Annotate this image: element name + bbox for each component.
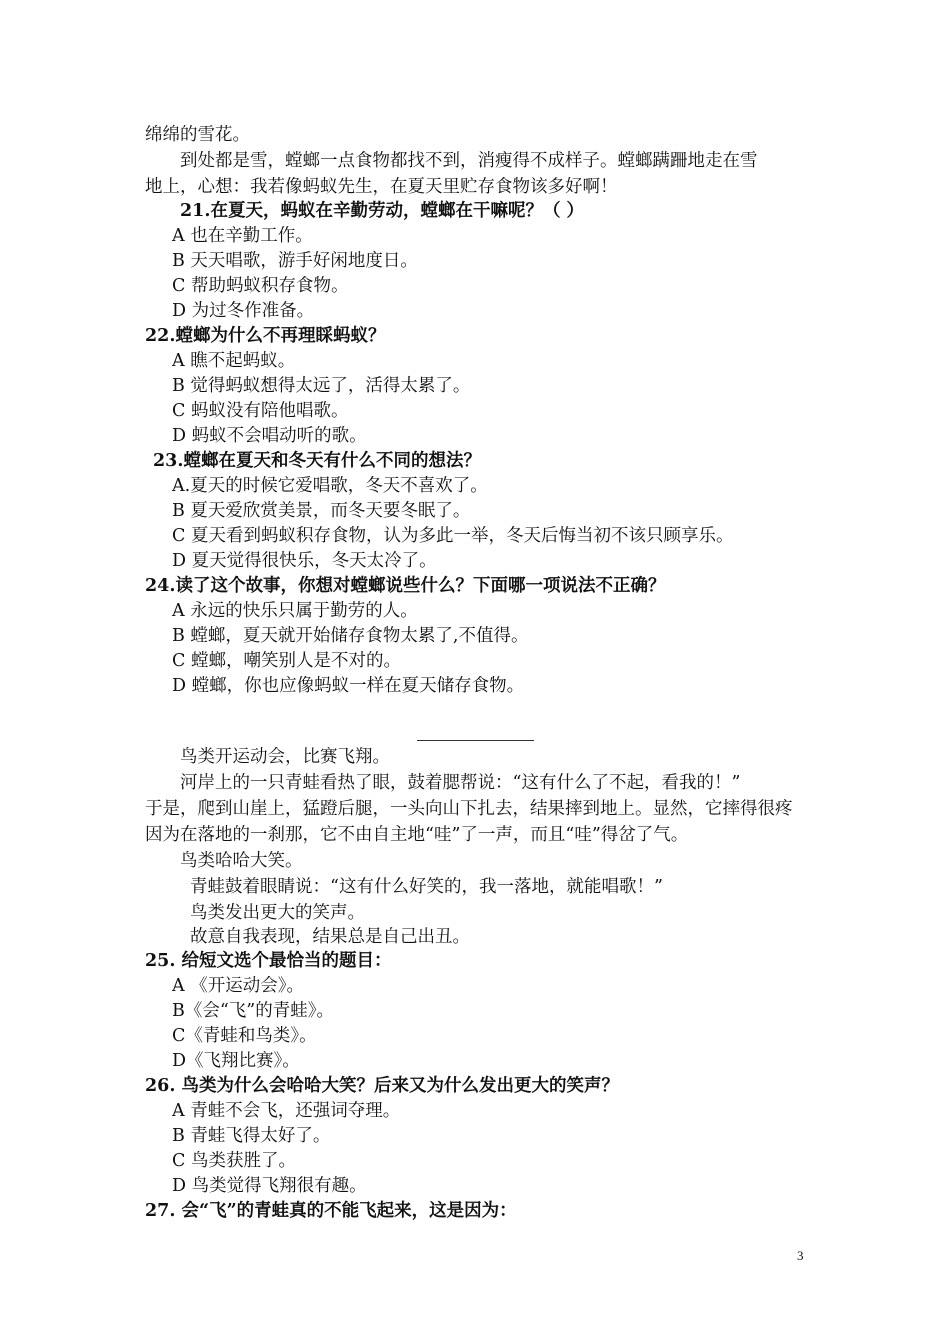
passage-line: 地上，心想：我若像蚂蚁先生，在夏天里贮存食物该多好啊！ bbox=[145, 177, 618, 197]
option-24-c: C 螳螂，嘲笑别人是不对的。 bbox=[172, 651, 401, 671]
page-number: 3 bbox=[797, 1248, 804, 1263]
passage-line: 到处都是雪，螳螂一点食物都找不到，消瘦得不成样子。螳螂蹒跚地走在雪 bbox=[180, 151, 758, 171]
option-22-b: B 觉得蚂蚁想得太远了，活得太累了。 bbox=[172, 376, 471, 396]
option-25-a: A 《开运动会》。 bbox=[172, 976, 304, 996]
option-24-b: B 螳螂，夏天就开始储存食物太累了,不值得。 bbox=[172, 626, 529, 646]
passage-line: 于是，爬到山崖上，猛蹬后腿，一头向山下扎去，结果摔到地上。显然，它摔得很疼 bbox=[145, 799, 793, 819]
passage-line: 青蛙鼓着眼睛说：“这有什么好笑的，我一落地，就能唱歌！” bbox=[190, 877, 663, 897]
option-23-b: B 夏天爱欣赏美景，而冬天要冬眠了。 bbox=[172, 501, 471, 521]
option-23-a: A.夏天的时候它爱唱歌，冬天不喜欢了。 bbox=[172, 476, 488, 496]
question-21: 21.在夏天，蚂蚁在辛勤劳动，螳螂在干嘛呢？（ ） bbox=[180, 201, 585, 221]
passage-line: 绵绵的雪花。 bbox=[145, 125, 250, 145]
question-27: 27. 会“飞”的青蛙真的不能飞起来，这是因为： bbox=[145, 1201, 517, 1221]
passage-line: 故意自我表现，结果总是自己出丑。 bbox=[190, 927, 470, 947]
option-22-a: A 瞧不起蚂蚁。 bbox=[172, 351, 296, 371]
option-26-c: C 鸟类获胜了。 bbox=[172, 1151, 296, 1171]
option-21-c: C 帮助蚂蚁积存食物。 bbox=[172, 276, 349, 296]
question-25: 25. 给短文选个最恰当的题目： bbox=[145, 951, 392, 971]
option-23-d: D 夏天觉得很快乐，冬天太冷了。 bbox=[172, 551, 437, 571]
passage-line: 鸟类发出更大的笑声。 bbox=[190, 903, 365, 923]
option-21-d: D 为过冬作准备。 bbox=[172, 301, 315, 321]
option-23-c: C 夏天看到蚂蚁积存食物，认为多此一举，冬天后悔当初不该只顾享乐。 bbox=[172, 526, 734, 546]
option-21-b: B 天天唱歌，游手好闲地度日。 bbox=[172, 251, 418, 271]
passage-line: 鸟类开运动会，比赛飞翔。 bbox=[180, 747, 390, 767]
option-24-a: A 永远的快乐只属于勤劳的人。 bbox=[172, 601, 418, 621]
option-25-b: B《会“飞”的青蛙》。 bbox=[172, 1001, 335, 1021]
option-25-c: C《青蛙和鸟类》。 bbox=[172, 1026, 317, 1046]
option-26-d: D 鸟类觉得飞翔很有趣。 bbox=[172, 1176, 367, 1196]
passage-line: 河岸上的一只青蛙看热了眼，鼓着腮帮说：“这有什么了不起，看我的！” bbox=[180, 773, 741, 793]
question-26: 26. 鸟类为什么会哈哈大笑？后来又为什么发出更大的笑声？ bbox=[145, 1076, 620, 1096]
question-23: 23.螳螂在夏天和冬天有什么不同的想法？ bbox=[153, 451, 481, 471]
passage-line: 因为在落地的一刹那，它不由自主地“哇”了一声，而且“哇”得岔了气。 bbox=[145, 825, 689, 845]
option-26-a: A 青蛙不会飞，还强词夺理。 bbox=[172, 1101, 401, 1121]
option-25-d: D《飞翔比赛》。 bbox=[172, 1051, 300, 1071]
question-24: 24.读了这个故事，你想对螳螂说些什么？下面哪一项说法不正确？ bbox=[145, 576, 666, 596]
option-22-c: C 蚂蚁没有陪他唱歌。 bbox=[172, 401, 349, 421]
option-26-b: B 青蛙飞得太好了。 bbox=[172, 1126, 331, 1146]
section-divider bbox=[417, 740, 534, 741]
option-21-a: A 也在辛勤工作。 bbox=[172, 226, 313, 246]
option-24-d: D 螳螂，你也应像蚂蚁一样在夏天储存食物。 bbox=[172, 676, 525, 696]
option-22-d: D 蚂蚁不会唱动听的歌。 bbox=[172, 426, 367, 446]
passage-line: 鸟类哈哈大笑。 bbox=[180, 851, 303, 871]
question-22: 22.螳螂为什么不再理睬蚂蚁？ bbox=[145, 326, 386, 346]
